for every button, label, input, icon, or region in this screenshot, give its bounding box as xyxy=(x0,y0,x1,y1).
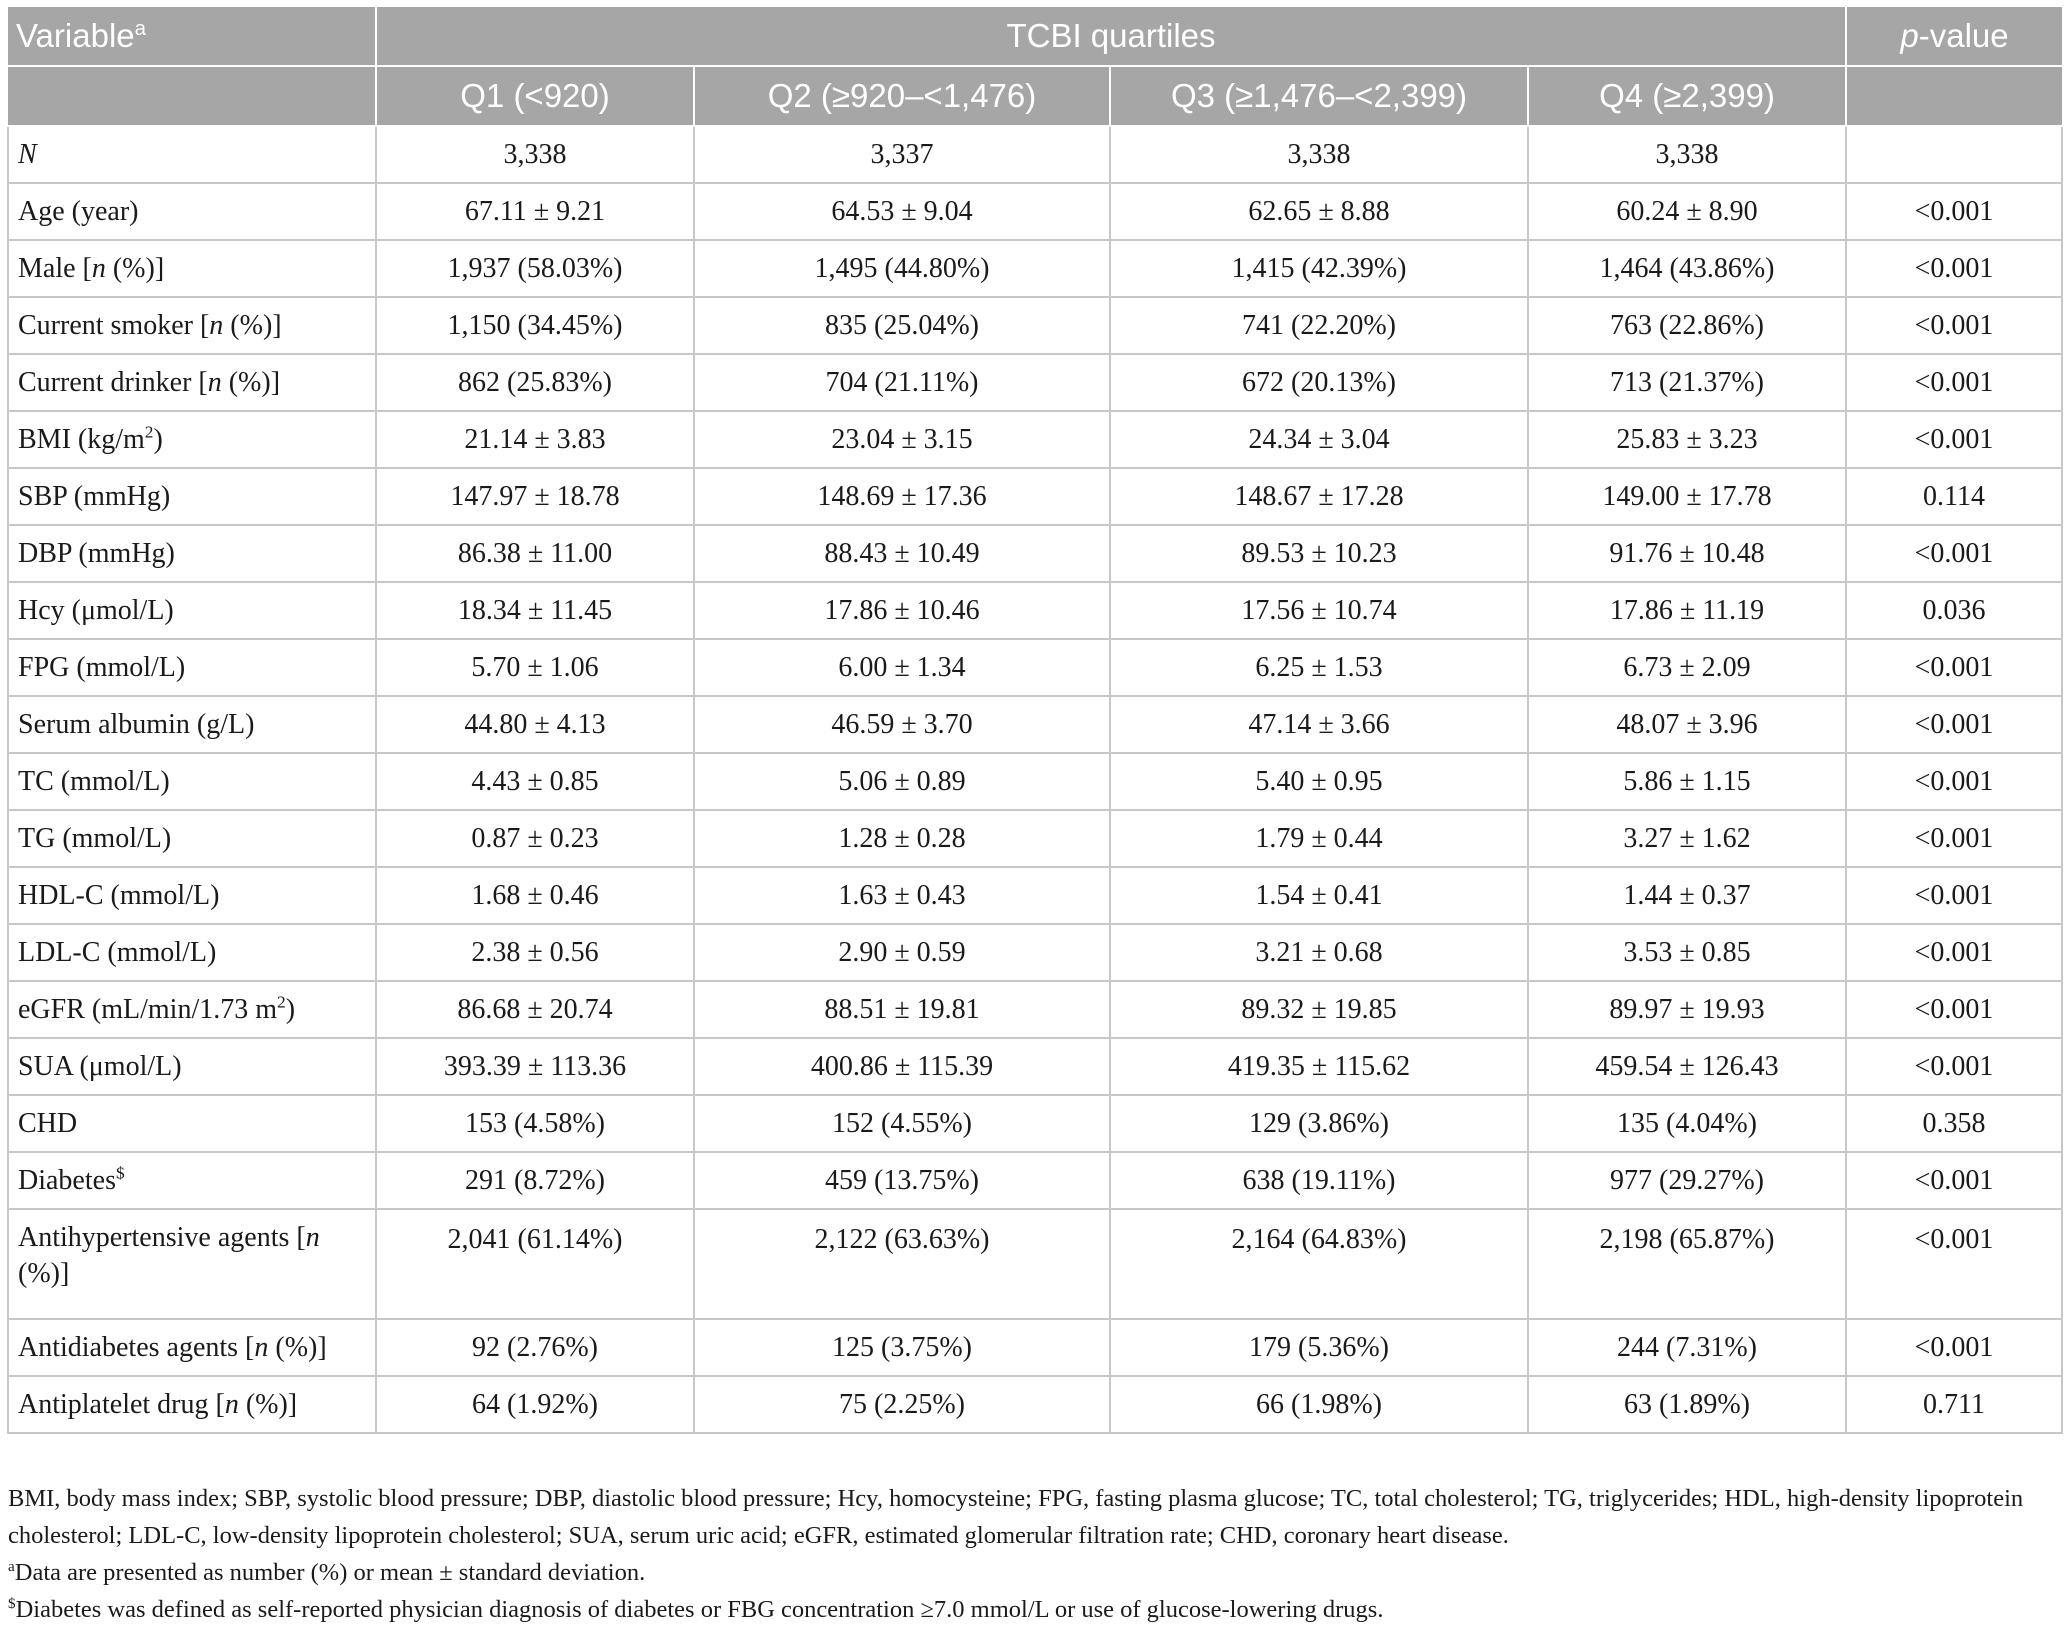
pvalue-cell xyxy=(1846,126,2062,183)
variable-cell: LDL-C (mmol/L) xyxy=(8,924,376,981)
pvalue-cell: <0.001 xyxy=(1846,1319,2062,1376)
q1-value-cell: 862 (25.83%) xyxy=(376,354,694,411)
q4-value-cell: 6.73 ± 2.09 xyxy=(1528,639,1846,696)
q3-value-cell: 3,338 xyxy=(1110,126,1528,183)
q4-value-cell: 48.07 ± 3.96 xyxy=(1528,696,1846,753)
q3-value-cell: 741 (22.20%) xyxy=(1110,297,1528,354)
table-row xyxy=(8,1209,2062,1319)
q1-value-cell: 1.68 ± 0.46 xyxy=(376,867,694,924)
q2-value-cell: 835 (25.04%) xyxy=(694,297,1110,354)
table-row xyxy=(8,525,2062,582)
footnote-dollar: $Diabetes was defined as self-reported physician diagnosis of diabetes or FBG concentration ≥7.0 mmol/L or use of glucose-lowering drugs. xyxy=(8,1594,1384,1623)
pvalue-cell: <0.001 xyxy=(1846,354,2062,411)
variable-cell: HDL-C (mmol/L) xyxy=(8,867,376,924)
q1-value-cell: 86.68 ± 20.74 xyxy=(376,981,694,1038)
pvalue-cell: <0.001 xyxy=(1846,639,2062,696)
q1-value-cell: 86.38 ± 11.00 xyxy=(376,525,694,582)
q3-value-cell: 1.79 ± 0.44 xyxy=(1110,810,1528,867)
pvalue-cell: <0.001 xyxy=(1846,240,2062,297)
q3-value-cell: 62.65 ± 8.88 xyxy=(1110,183,1528,240)
q4-value-cell: 763 (22.86%) xyxy=(1528,297,1846,354)
q1-value-cell: 3,338 xyxy=(376,126,694,183)
table-row xyxy=(8,582,2062,639)
q3-value-cell: 1,415 (42.39%) xyxy=(1110,240,1528,297)
variable-cell: N xyxy=(8,126,376,183)
q1-value-cell: 2,041 (61.14%) xyxy=(376,1209,694,1319)
variable-cell: TC (mmol/L) xyxy=(8,753,376,810)
q1-value-cell: 1,150 (34.45%) xyxy=(376,297,694,354)
q2-value-cell: 88.51 ± 19.81 xyxy=(694,981,1110,1038)
q1-value-cell: 5.70 ± 1.06 xyxy=(376,639,694,696)
q2-header: Q2 (≥920–<1,476) xyxy=(694,66,1110,126)
q4-value-cell: 3.53 ± 0.85 xyxy=(1528,924,1846,981)
table-row xyxy=(8,867,2062,924)
q1-value-cell: 147.97 ± 18.78 xyxy=(376,468,694,525)
table-body xyxy=(8,126,2062,1433)
q3-value-cell: 6.25 ± 1.53 xyxy=(1110,639,1528,696)
q2-value-cell: 75 (2.25%) xyxy=(694,1376,1110,1433)
table-container xyxy=(7,7,2061,1434)
q1-value-cell: 291 (8.72%) xyxy=(376,1152,694,1209)
pvalue-cell: <0.001 xyxy=(1846,411,2062,468)
table-row xyxy=(8,411,2062,468)
pvalue-cell: <0.001 xyxy=(1846,867,2062,924)
table-row xyxy=(8,297,2062,354)
variable-cell: SUA (μmol/L) xyxy=(8,1038,376,1095)
pvalue-cell: <0.001 xyxy=(1846,183,2062,240)
pvalue-cell: 0.114 xyxy=(1846,468,2062,525)
q2-value-cell: 704 (21.11%) xyxy=(694,354,1110,411)
baseline-characteristics-table xyxy=(7,7,2063,1434)
q3-value-cell: 179 (5.36%) xyxy=(1110,1319,1528,1376)
table-row xyxy=(8,639,2062,696)
q2-value-cell: 64.53 ± 9.04 xyxy=(694,183,1110,240)
empty-header-cell xyxy=(1846,66,2062,126)
q2-value-cell: 2,122 (63.63%) xyxy=(694,1209,1110,1319)
q1-value-cell: 21.14 ± 3.83 xyxy=(376,411,694,468)
q3-value-cell: 1.54 ± 0.41 xyxy=(1110,867,1528,924)
pvalue-cell: <0.001 xyxy=(1846,1152,2062,1209)
q2-value-cell: 2.90 ± 0.59 xyxy=(694,924,1110,981)
variable-cell: Age (year) xyxy=(8,183,376,240)
q2-value-cell: 1,495 (44.80%) xyxy=(694,240,1110,297)
table-row xyxy=(8,1038,2062,1095)
variable-cell: FPG (mmol/L) xyxy=(8,639,376,696)
table-row xyxy=(8,240,2062,297)
q4-value-cell: 1,464 (43.86%) xyxy=(1528,240,1846,297)
q4-value-cell: 3.27 ± 1.62 xyxy=(1528,810,1846,867)
pvalue-cell: <0.001 xyxy=(1846,297,2062,354)
table-footnotes xyxy=(8,1480,2058,1628)
q2-value-cell: 3,337 xyxy=(694,126,1110,183)
q4-value-cell: 459.54 ± 126.43 xyxy=(1528,1038,1846,1095)
q3-value-cell: 89.53 ± 10.23 xyxy=(1110,525,1528,582)
table-row xyxy=(8,1152,2062,1209)
q2-value-cell: 17.86 ± 10.46 xyxy=(694,582,1110,639)
footnote-a: $^a$Data are presented as number (%) or mean ± standard deviation. xyxy=(8,1557,646,1586)
variable-cell: BMI $(kg/m^2)$ xyxy=(8,411,376,468)
variable-cell: Current smoker [n (%)] xyxy=(8,297,376,354)
group-header: TCBI quartiles xyxy=(376,7,1846,66)
pvalue-cell: <0.001 xyxy=(1846,696,2062,753)
variable-cell: Hcy (μmol/L) xyxy=(8,582,376,639)
q2-value-cell: 46.59 ± 3.70 xyxy=(694,696,1110,753)
header-row-2 xyxy=(8,66,2062,126)
q3-value-cell: 66 (1.98%) xyxy=(1110,1376,1528,1433)
q1-value-cell: 393.39 ± 113.36 xyxy=(376,1038,694,1095)
pvalue-cell: <0.001 xyxy=(1846,1038,2062,1095)
table-row xyxy=(8,753,2062,810)
table-row xyxy=(8,354,2062,411)
q3-value-cell: 672 (20.13%) xyxy=(1110,354,1528,411)
variable-cell: CHD xyxy=(8,1095,376,1152)
q3-value-cell: 17.56 ± 10.74 xyxy=(1110,582,1528,639)
q4-value-cell: 135 (4.04%) xyxy=(1528,1095,1846,1152)
table-row xyxy=(8,1376,2062,1433)
header-row-1 xyxy=(8,7,2062,66)
variable-cell: DBP (mmHg) xyxy=(8,525,376,582)
q2-value-cell: 400.86 ± 115.39 xyxy=(694,1038,1110,1095)
q4-value-cell: 2,198 (65.87%) xyxy=(1528,1209,1846,1319)
variable-cell: eGFR (mL/min/1.73 $m^2$) xyxy=(8,981,376,1038)
q2-value-cell: 88.43 ± 10.49 xyxy=(694,525,1110,582)
pvalue-header: p-value xyxy=(1846,7,2062,66)
pvalue-cell: <0.001 xyxy=(1846,810,2062,867)
q1-value-cell: 92 (2.76%) xyxy=(376,1319,694,1376)
q3-value-cell: 129 (3.86%) xyxy=(1110,1095,1528,1152)
pvalue-cell: <0.001 xyxy=(1846,525,2062,582)
q1-header: Q1 (<920) xyxy=(376,66,694,126)
q2-value-cell: 6.00 ± 1.34 xyxy=(694,639,1110,696)
q3-value-cell: 2,164 (64.83%) xyxy=(1110,1209,1528,1319)
q4-value-cell: 1.44 ± 0.37 xyxy=(1528,867,1846,924)
q4-value-cell: 63 (1.89%) xyxy=(1528,1376,1846,1433)
abbreviations-note: BMI, body mass index; SBP, systolic blood pressure; DBP, diastolic blood pressure; Hcy, homocysteine; FPG, fasting plasma glucose; TC, total cholesterol; TG, triglycerides; HDL, high-density lipoprotein cholesterol; LDL-C, low-density lipoprotein cholesterol; SUA, serum uric acid; eGFR, estimated glomerular filtration rate; CHD, coronary heart disease. xyxy=(8,1485,2024,1549)
q4-value-cell: 17.86 ± 11.19 xyxy=(1528,582,1846,639)
table-row xyxy=(8,183,2062,240)
pvalue-cell: <0.001 xyxy=(1846,981,2062,1038)
pvalue-cell: 0.036 xyxy=(1846,582,2062,639)
q2-value-cell: 148.69 ± 17.36 xyxy=(694,468,1110,525)
table-row xyxy=(8,924,2062,981)
table-row xyxy=(8,810,2062,867)
variable-cell: Male [n (%)] xyxy=(8,240,376,297)
variable-header: Variable$^a$ xyxy=(8,7,376,66)
table-row xyxy=(8,1095,2062,1152)
q1-value-cell: 4.43 ± 0.85 xyxy=(376,753,694,810)
table-row xyxy=(8,981,2062,1038)
q4-header: Q4 (≥2,399) xyxy=(1528,66,1846,126)
q1-value-cell: 1,937 (58.03%) xyxy=(376,240,694,297)
pvalue-cell: 0.711 xyxy=(1846,1376,2062,1433)
q4-value-cell: 244 (7.31%) xyxy=(1528,1319,1846,1376)
q2-value-cell: 152 (4.55%) xyxy=(694,1095,1110,1152)
q3-value-cell: 5.40 ± 0.95 xyxy=(1110,753,1528,810)
q4-value-cell: 89.97 ± 19.93 xyxy=(1528,981,1846,1038)
q1-value-cell: 153 (4.58%) xyxy=(376,1095,694,1152)
q4-value-cell: 60.24 ± 8.90 xyxy=(1528,183,1846,240)
q3-header: Q3 (≥1,476–<2,399) xyxy=(1110,66,1528,126)
q2-value-cell: 1.28 ± 0.28 xyxy=(694,810,1110,867)
q2-value-cell: 23.04 ± 3.15 xyxy=(694,411,1110,468)
variable-cell: Antidiabetes agents [n (%)] xyxy=(8,1319,376,1376)
variable-cell: Antihypertensive agents [n (%)] xyxy=(8,1209,376,1319)
variable-cell: Current drinker [n (%)] xyxy=(8,354,376,411)
q3-value-cell: 638 (19.11%) xyxy=(1110,1152,1528,1209)
pvalue-cell: <0.001 xyxy=(1846,924,2062,981)
q3-value-cell: 24.34 ± 3.04 xyxy=(1110,411,1528,468)
variable-cell: Diabetes$ xyxy=(8,1152,376,1209)
table-row xyxy=(8,696,2062,753)
q2-value-cell: 459 (13.75%) xyxy=(694,1152,1110,1209)
q1-value-cell: 64 (1.92%) xyxy=(376,1376,694,1433)
q3-value-cell: 419.35 ± 115.62 xyxy=(1110,1038,1528,1095)
variable-cell: TG (mmol/L) xyxy=(8,810,376,867)
q3-value-cell: 47.14 ± 3.66 xyxy=(1110,696,1528,753)
q3-value-cell: 89.32 ± 19.85 xyxy=(1110,981,1528,1038)
pvalue-cell: 0.358 xyxy=(1846,1095,2062,1152)
empty-header-cell xyxy=(8,66,376,126)
pvalue-cell: <0.001 xyxy=(1846,1209,2062,1319)
variable-cell: Antiplatelet drug [n (%)] xyxy=(8,1376,376,1433)
q4-value-cell: 149.00 ± 17.78 xyxy=(1528,468,1846,525)
q1-value-cell: 0.87 ± 0.23 xyxy=(376,810,694,867)
q4-value-cell: 713 (21.37%) xyxy=(1528,354,1846,411)
q4-value-cell: 5.86 ± 1.15 xyxy=(1528,753,1846,810)
q1-value-cell: 67.11 ± 9.21 xyxy=(376,183,694,240)
table-row xyxy=(8,468,2062,525)
q2-value-cell: 1.63 ± 0.43 xyxy=(694,867,1110,924)
q4-value-cell: 3,338 xyxy=(1528,126,1846,183)
q2-value-cell: 5.06 ± 0.89 xyxy=(694,753,1110,810)
q4-value-cell: 977 (29.27%) xyxy=(1528,1152,1846,1209)
q4-value-cell: 91.76 ± 10.48 xyxy=(1528,525,1846,582)
q1-value-cell: 44.80 ± 4.13 xyxy=(376,696,694,753)
q1-value-cell: 2.38 ± 0.56 xyxy=(376,924,694,981)
q2-value-cell: 125 (3.75%) xyxy=(694,1319,1110,1376)
table-row xyxy=(8,126,2062,183)
variable-cell: Serum albumin (g/L) xyxy=(8,696,376,753)
q1-value-cell: 18.34 ± 11.45 xyxy=(376,582,694,639)
table-row xyxy=(8,1319,2062,1376)
q3-value-cell: 3.21 ± 0.68 xyxy=(1110,924,1528,981)
pvalue-cell: <0.001 xyxy=(1846,753,2062,810)
variable-cell: SBP (mmHg) xyxy=(8,468,376,525)
q3-value-cell: 148.67 ± 17.28 xyxy=(1110,468,1528,525)
q4-value-cell: 25.83 ± 3.23 xyxy=(1528,411,1846,468)
